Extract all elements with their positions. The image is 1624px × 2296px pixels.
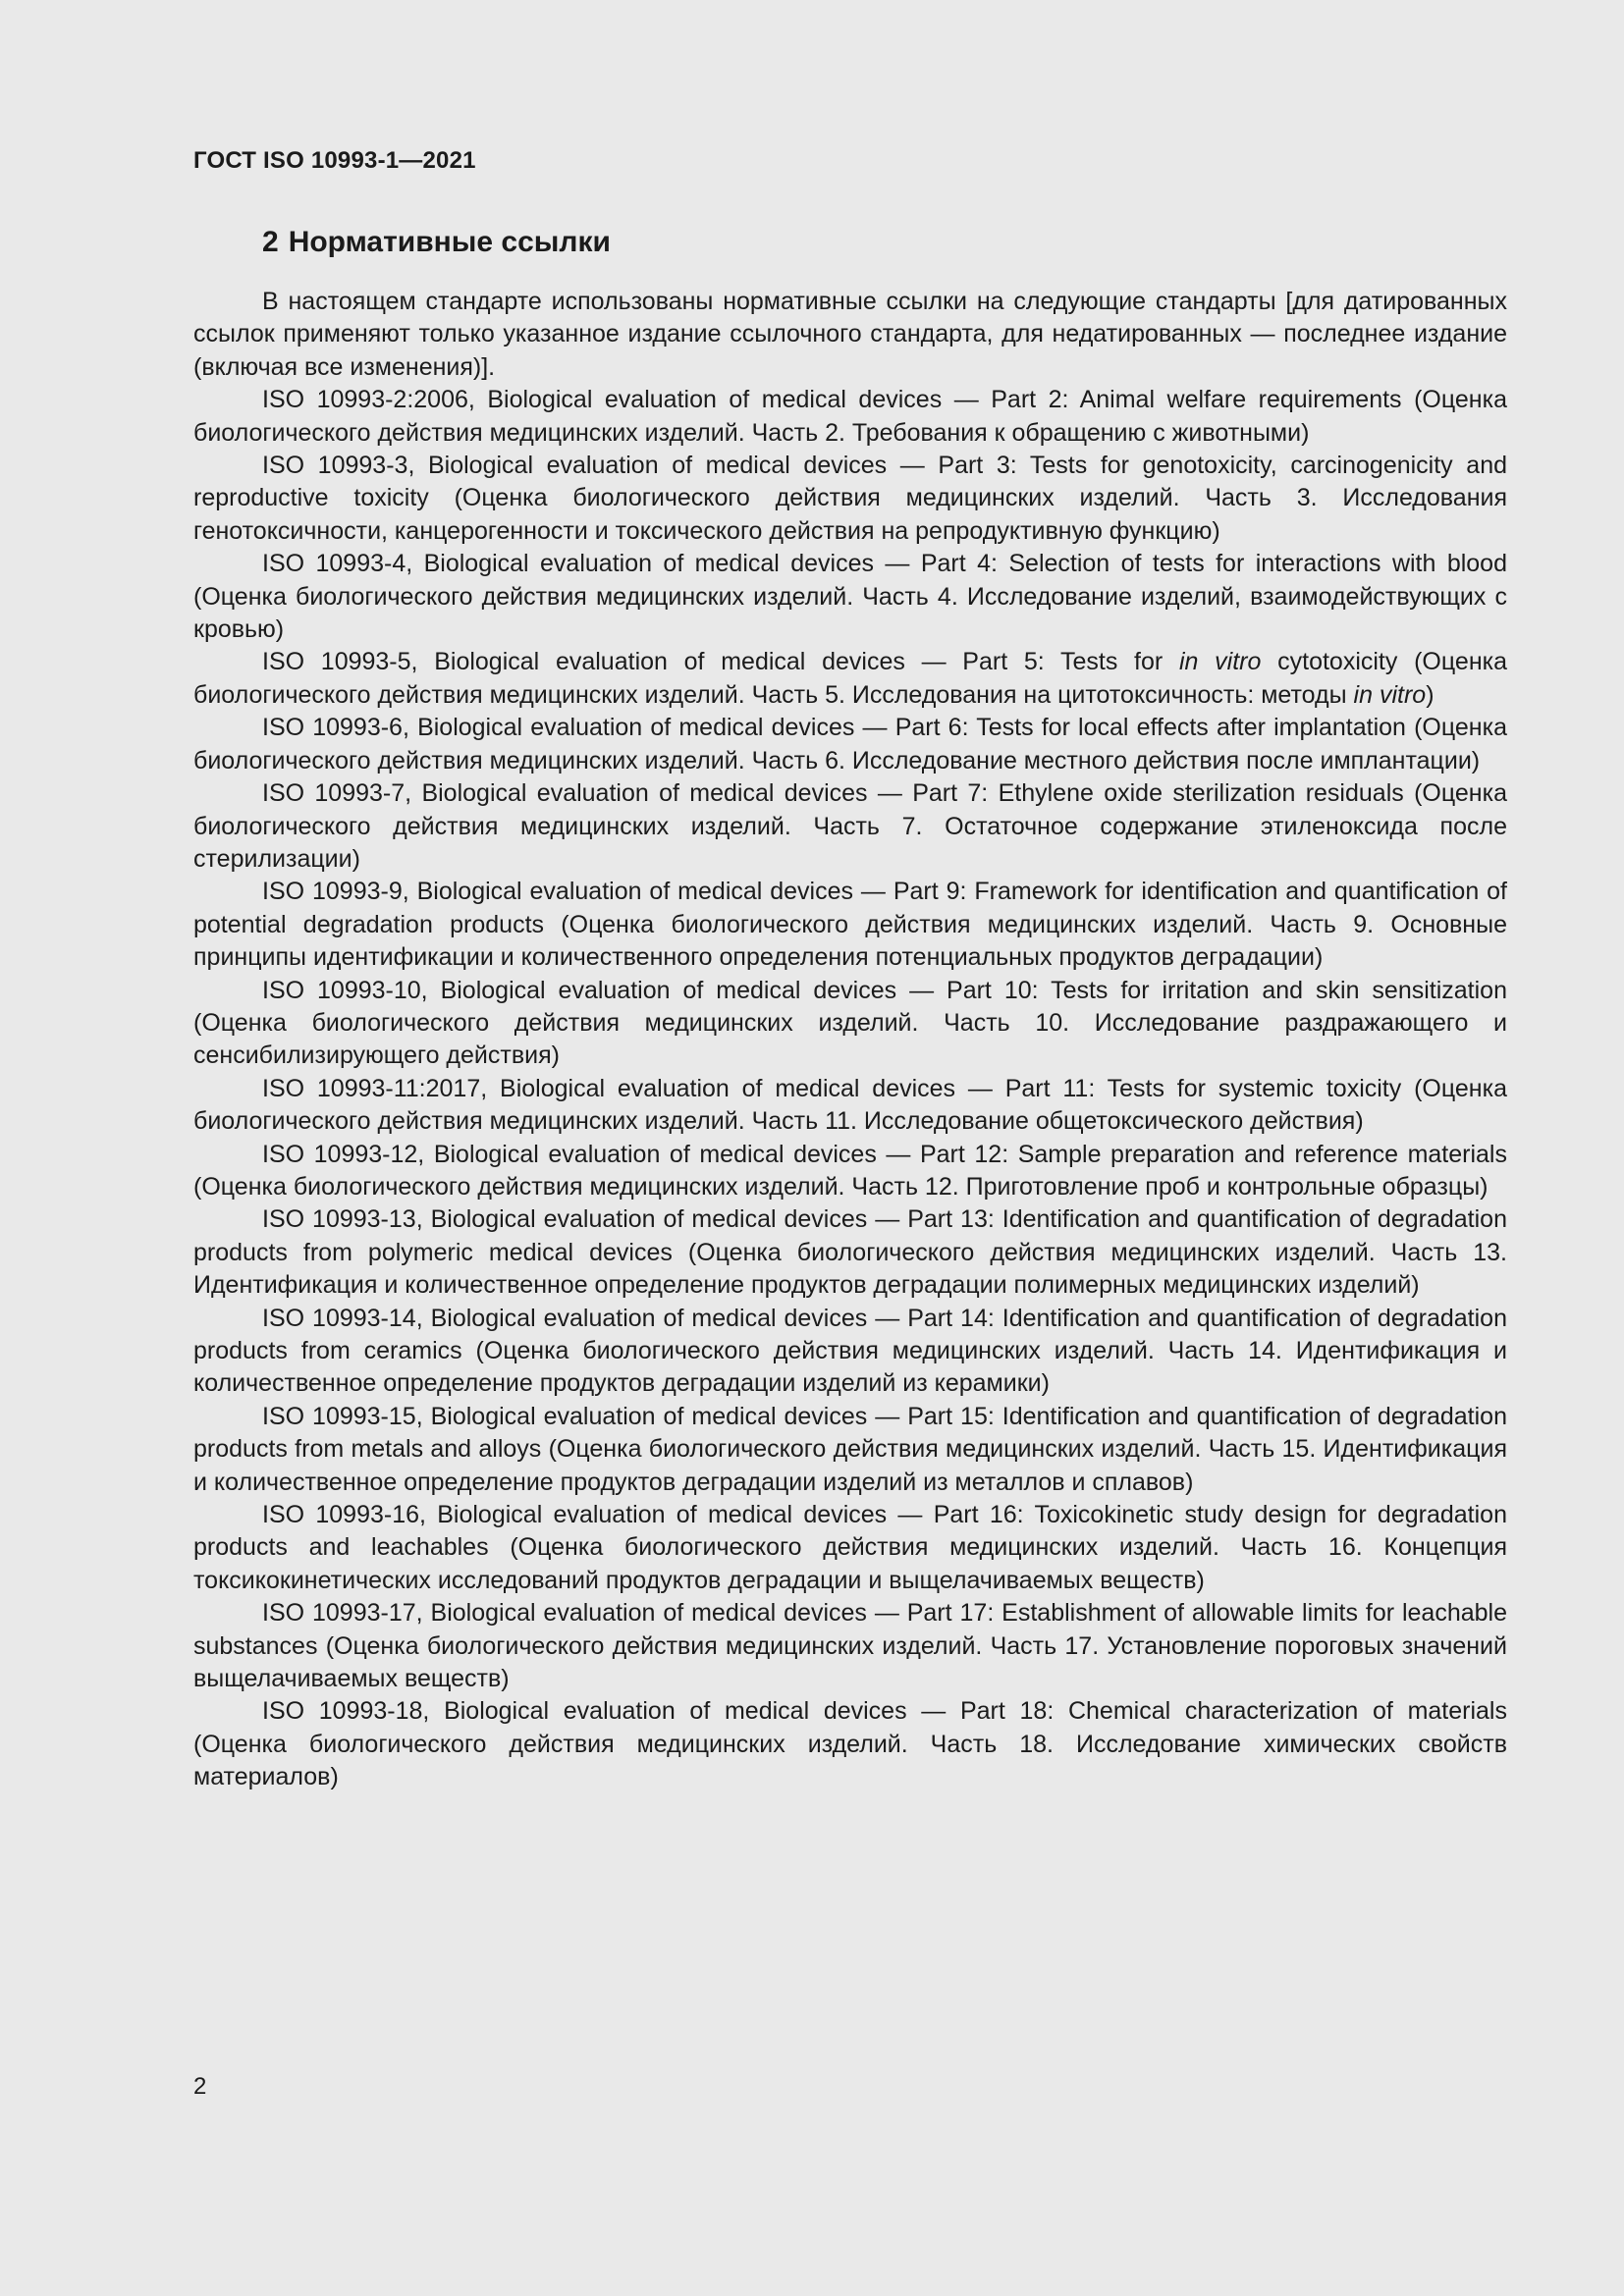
reference-text: Biological evaluation of medical devices — Part 2: Animal welfare requirements (Оценка биологического действия медицинских изделий. Часть 2. Требования к обращению с животными) xyxy=(193,386,1507,447)
reference-text: Biological evaluation of medical devices — Part 5: Tests for xyxy=(434,648,1164,676)
reference-item: ISO 10993-5, Biological evaluation of medical devices — Part 5: Tests for in vitro cytotoxicity (Оценка биологического действия медицинских изделий. Часть 5. Исследования на цитотоксичность: методы in vitro) xyxy=(193,648,1508,709)
reference-item: ISO 10993-2:2006, Biological evaluation of medical devices — Part 2: Animal welfare requirements (Оценка биологического действия медицинских изделий. Часть 2. Требования к обращению с животными) xyxy=(193,386,1507,447)
references-body xyxy=(193,286,1507,1794)
reference-item: ISO 10993-7, Biological evaluation of medical devices — Part 7: Ethylene oxide sterilization residuals (Оценка биологического действия медицинских изделий. Часть 7. Остаточное содержание этиленоксида после стерилизации) xyxy=(193,779,1507,873)
section-title: Нормативные ссылки xyxy=(288,226,611,258)
reference-text: Biological evaluation of medical devices — Part 4: Selection of tests for interactions with blood (Оценка биологического действия медицинских изделий. Часть 4. Исследование изделий, взаимодействующих с кровью) xyxy=(193,550,1507,644)
reference-item: ISO 10993-15, Biological evaluation of medical devices — Part 15: Identification and quantification of degradation products from metals and alloys (Оценка биологического действия медицинских изделий. Часть 15. Идентификация и количественное определение продуктов деградации изделий из металлов и сплавов) xyxy=(193,1402,1507,1496)
reference-code: ISO 10993-2:2006 xyxy=(262,386,468,414)
reference-code: ISO 10993-18 xyxy=(262,1697,423,1726)
reference-text: Biological evaluation of medical devices — Part 13: Identification and quantification of degradation products from polymeric medical devices (Оценка биологического действия медицинских изделий. Часть 13. Идентификация и количественное определение продуктов деградации полимерных медицинских изделий) xyxy=(193,1205,1507,1300)
reference-item: ISO 10993-12, Biological evaluation of medical devices — Part 12: Sample preparation and reference materials (Оценка биологического действия медицинских изделий. Часть 12. Приготовление проб и контрольные образцы) xyxy=(193,1140,1507,1201)
reference-italic: in vitro xyxy=(1353,680,1427,709)
reference-italic: in vitro xyxy=(1178,648,1262,676)
reference-text: Biological evaluation of medical devices — Part 14: Identification and quantification of degradation products from ceramics (Оценка биологического действия медицинских изделий. Часть 14. Идентификация и количественное определение продуктов деградации изделий из керамики) xyxy=(193,1304,1507,1398)
section-heading xyxy=(262,226,611,259)
reference-code: ISO 10993-14 xyxy=(262,1304,416,1332)
reference-text: Biological evaluation of medical devices — Part 3: Tests for genotoxicity, carcinogenicity and reproductive toxicity (Оценка биологического действия медицинских изделий. Часть 3. Исследования генотоксичности, канцерогенности и токсического действия на репродуктивную функцию) xyxy=(193,452,1507,545)
reference-text: Biological evaluation of medical devices — Part 17: Establishment of allowable limits for leachable substances (Оценка биологического действия медицинских изделий. Часть 17. Установление пороговых значений выщелачиваемых веществ) xyxy=(193,1599,1507,1693)
reference-text: Biological evaluation of medical devices — Part 9: Framework for identification and quantification of potential degradation products (Оценка биологического действия медицинских изделий. Часть 9. Основные принципы идентификации и количественного определения потенциальных продуктов деградации) xyxy=(193,878,1507,972)
reference-item: ISO 10993-13, Biological evaluation of medical devices — Part 13: Identification and quantification of degradation products from polymeric medical devices (Оценка биологического действия медицинских изделий. Часть 13. Идентификация и количественное определение продуктов деградации полимерных медицинских изделий) xyxy=(193,1205,1507,1300)
reference-item: ISO 10993-17, Biological evaluation of medical devices — Part 17: Establishment of allowable limits for leachable substances (Оценка биологического действия медицинских изделий. Часть 17. Установление пороговых значений выщелачиваемых веществ) xyxy=(193,1599,1507,1693)
reference-code: ISO 10993-13 xyxy=(262,1205,416,1234)
reference-text: Biological evaluation of medical devices — Part 16: Toxicokinetic study design for degradation products and leachables (Оценка биологического действия медицинских изделий. Часть 16. Концепция токсикокинетических исследований продуктов деградации и выщелачиваемых веществ) xyxy=(193,1501,1507,1594)
reference-item: ISO 10993-11:2017, Biological evaluation of medical devices — Part 11: Tests for systemic toxicity (Оценка биологического действия медицинских изделий. Часть 11. Исследование общетоксического действия) xyxy=(193,1074,1507,1136)
reference-text: ) xyxy=(1426,680,1435,709)
reference-text: Biological evaluation of medical devices — Part 6: Tests for local effects after implantation (Оценка биологического действия медицинских изделий. Часть 6. Исследование местного действия после имплантации) xyxy=(193,714,1507,774)
reference-item: ISO 10993-14, Biological evaluation of medical devices — Part 14: Identification and quantification of degradation products from ceramics (Оценка биологического действия медицинских изделий. Часть 14. Идентификация и количественное определение продуктов деградации изделий из керамики) xyxy=(193,1304,1507,1398)
reference-code: ISO 10993-11:2017 xyxy=(262,1074,481,1102)
reference-item: ISO 10993-4, Biological evaluation of medical devices — Part 4: Selection of tests for interactions with blood (Оценка биологического действия медицинских изделий. Часть 4. Исследование изделий, взаимодействующих с кровью) xyxy=(193,550,1507,644)
reference-item: ISO 10993-10, Biological evaluation of medical devices — Part 10: Tests for irritation and skin sensitization (Оценка биологического действия медицинских изделий. Часть 10. Исследование раздражающего и сенсибилизирующего действия) xyxy=(193,976,1507,1070)
reference-text: Biological evaluation of medical devices — Part 10: Tests for irritation and skin sensitization (Оценка биологического действия медицинских изделий. Часть 10. Исследование раздражающего и сенсибилизирующего действия) xyxy=(193,976,1507,1070)
reference-code: ISO 10993-5 xyxy=(262,648,411,676)
reference-code: ISO 10993-17 xyxy=(262,1599,416,1628)
reference-text: Biological evaluation of medical devices — Part 7: Ethylene oxide sterilization residuals (Оценка биологического действия медицинских изделий. Часть 7. Остаточное содержание этиленоксида после стерилизации) xyxy=(193,779,1507,873)
section-number: 2 xyxy=(262,226,279,258)
reference-code: ISO 10993-4 xyxy=(262,550,406,578)
reference-item: ISO 10993-6, Biological evaluation of medical devices — Part 6: Tests for local effects after implantation (Оценка биологического действия медицинских изделий. Часть 6. Исследование местного действия после имплантации) xyxy=(193,714,1507,774)
reference-item: ISO 10993-16, Biological evaluation of medical devices — Part 16: Toxicokinetic study design for degradation products and leachables (Оценка биологического действия медицинских изделий. Часть 16. Концепция токсикокинетических исследований продуктов деградации и выщелачиваемых веществ) xyxy=(193,1501,1507,1594)
reference-code: ISO 10993-9 xyxy=(262,878,403,906)
reference-item: ISO 10993-9, Biological evaluation of medical devices — Part 9: Framework for identification and quantification of potential degradation products (Оценка биологического действия медицинских изделий. Часть 9. Основные принципы идентификации и количественного определения потенциальных продуктов деградации) xyxy=(193,878,1507,972)
reference-code: ISO 10993-16 xyxy=(262,1501,420,1529)
reference-text: Biological evaluation of medical devices — Part 12: Sample preparation and reference materials (Оценка биологического действия медицинских изделий. Часть 12. Приготовление проб и контрольные образцы) xyxy=(193,1140,1507,1201)
reference-text: Biological evaluation of medical devices — Part 18: Chemical characterization of materials (Оценка биологического действия медицинских изделий. Часть 18. Исследование химических свойств материалов) xyxy=(193,1697,1507,1791)
reference-item: ISO 10993-18, Biological evaluation of medical devices — Part 18: Chemical characterization of materials (Оценка биологического действия медицинских изделий. Часть 18. Исследование химических свойств материалов) xyxy=(193,1697,1507,1791)
page-number: 2 xyxy=(193,2073,207,2100)
reference-code: ISO 10993-15 xyxy=(262,1402,416,1430)
intro-paragraph: В настоящем стандарте использованы нормативные ссылки на следующие стандарты [для датированных ссылок применяют только указанное издание ссылочного стандарта, для недатированных — последнее издание (включая все изменения)]. xyxy=(193,288,1507,381)
document-header: ГОСТ ISO 10993-1—2021 xyxy=(193,147,476,174)
reference-item: ISO 10993-3, Biological evaluation of medical devices — Part 3: Tests for genotoxicity, carcinogenicity and reproductive toxicity (Оценка биологического действия медицинских изделий. Часть 3. Исследования генотоксичности, канцерогенности и токсического действия на репродуктивную функцию) xyxy=(193,452,1507,545)
reference-text: Biological evaluation of medical devices — Part 11: Tests for systemic toxicity (Оценка биологического действия медицинских изделий. Часть 11. Исследование общетоксического действия) xyxy=(193,1074,1507,1136)
reference-code: ISO 10993-6 xyxy=(262,714,403,742)
reference-code: ISO 10993-12 xyxy=(262,1140,418,1168)
reference-code: ISO 10993-3 xyxy=(262,452,408,480)
reference-code: ISO 10993-7 xyxy=(262,779,406,808)
reference-code: ISO 10993-10 xyxy=(262,976,421,1004)
reference-text: cytotoxicity (Оценка биологического действия медицинских изделий. Часть 5. Исследования на цитотоксичность: методы xyxy=(193,648,1508,709)
reference-text: Biological evaluation of medical devices — Part 15: Identification and quantification of degradation products from metals and alloys (Оценка биологического действия медицинских изделий. Часть 15. Идентификация и количественное определение продуктов деградации изделий из металлов и сплавов) xyxy=(193,1402,1507,1496)
